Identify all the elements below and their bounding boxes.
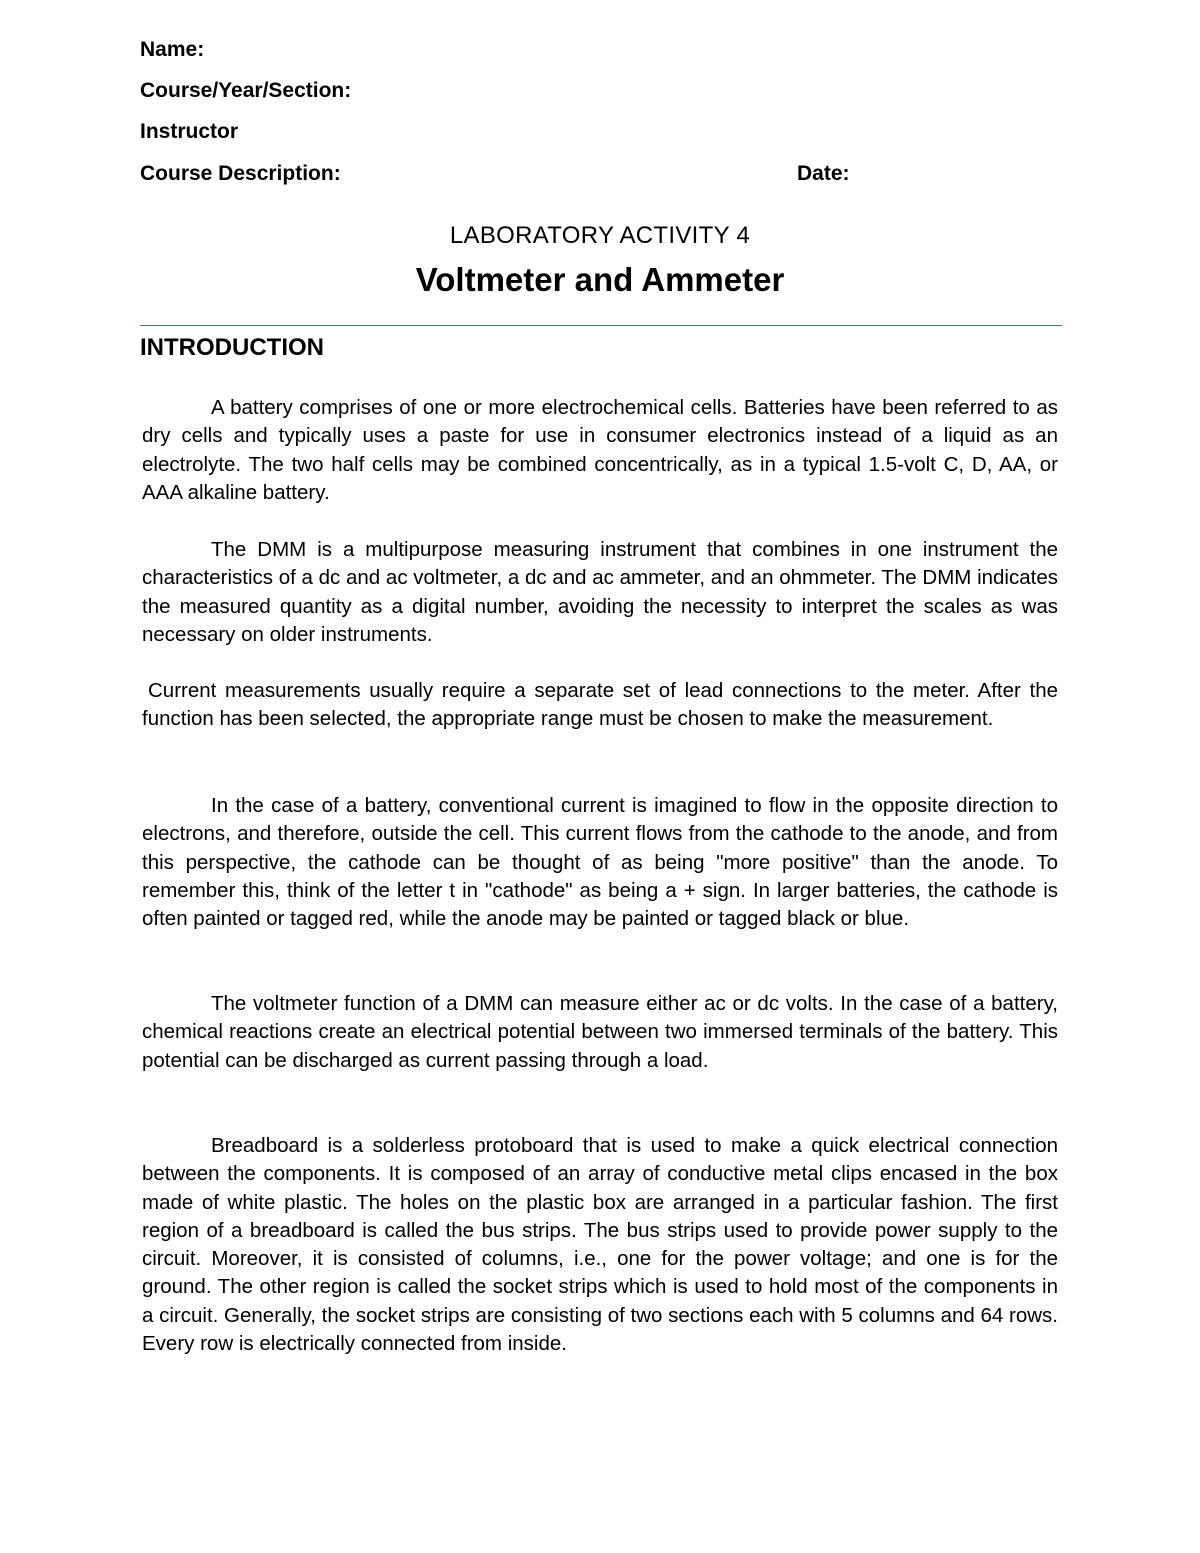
course-year-section-label: Course/Year/Section: [140,79,352,102]
name-label: Name: [140,38,205,61]
paragraph-current-measurements: Current measurements usually require a separate set of lead connections to the meter. After the function has been selected, the appropriate range must be chosen to make the measurement. [142,679,1058,731]
instructor-label: Instructor [140,120,239,143]
section-heading: INTRODUCTION [140,334,324,361]
date-label: Date: [797,162,850,185]
paragraph-battery: A battery comprises of one or more electrochemical cells. Batteries have been referred to as dry cells and typically uses a paste for use in consumer electronics instead of a liquid as an electrolyte. The two half cells may be combined concentrically, as in a typical 1.5-volt C, D, AA, or AAA alkaline battery. [142,396,1058,504]
page-title: Voltmeter and Ammeter [415,261,785,298]
paragraph-breadboard: Breadboard is a solderless protoboard that is used to make a quick electrical connection between the components. It is composed of an array of conductive metal clips encased in the box made of white plastic. The holes on the plastic box are arranged in a particular fashion. The first region of a breadboard is called the bus strips. The bus strips used to provide power supply to the circuit. Moreover, it is consisted of columns, i.e., one for the power voltage; and one is for the ground. The other region is called the socket strips which is used to hold most of the components in a circuit. Generally, the socket strips are consisting of two sections each with 5 columns and 64 rows. Every row is electrically connected from inside. [142,1134,1058,1356]
paragraph-dmm: The DMM is a multipurpose measuring instrument that combines in one instrument the characteristics of a dc and ac voltmeter, a dc and ac ammeter, and an ohmmeter. The DMM indicates the measured quantity as a digital number, avoiding the necessity to interpret the scales as was necessary on older instruments. [142,538,1058,646]
activity-title: LABORATORY ACTIVITY 4 [449,222,751,249]
section-divider [140,325,1062,326]
paragraph-conventional-current: In the case of a battery, conventional current is imagined to flow in the opposite direction to electrons, and therefore, outside the cell. This current flows from the cathode to the anode, and from this perspective, the cathode can be thought of as being "more positive" than the anode. To remember this, think of the letter t in "cathode" as being a + sign. In larger batteries, the cathode is often painted or tagged red, while the anode may be painted or tagged black or blue. [142,794,1058,931]
course-description-label: Course Description: [140,162,341,185]
paragraph-voltmeter: The voltmeter function of a DMM can measure either ac or dc volts. In the case of a battery, chemical reactions create an electrical potential between two immersed terminals of the battery. This potential can be discharged as current passing through a load. [142,992,1058,1072]
